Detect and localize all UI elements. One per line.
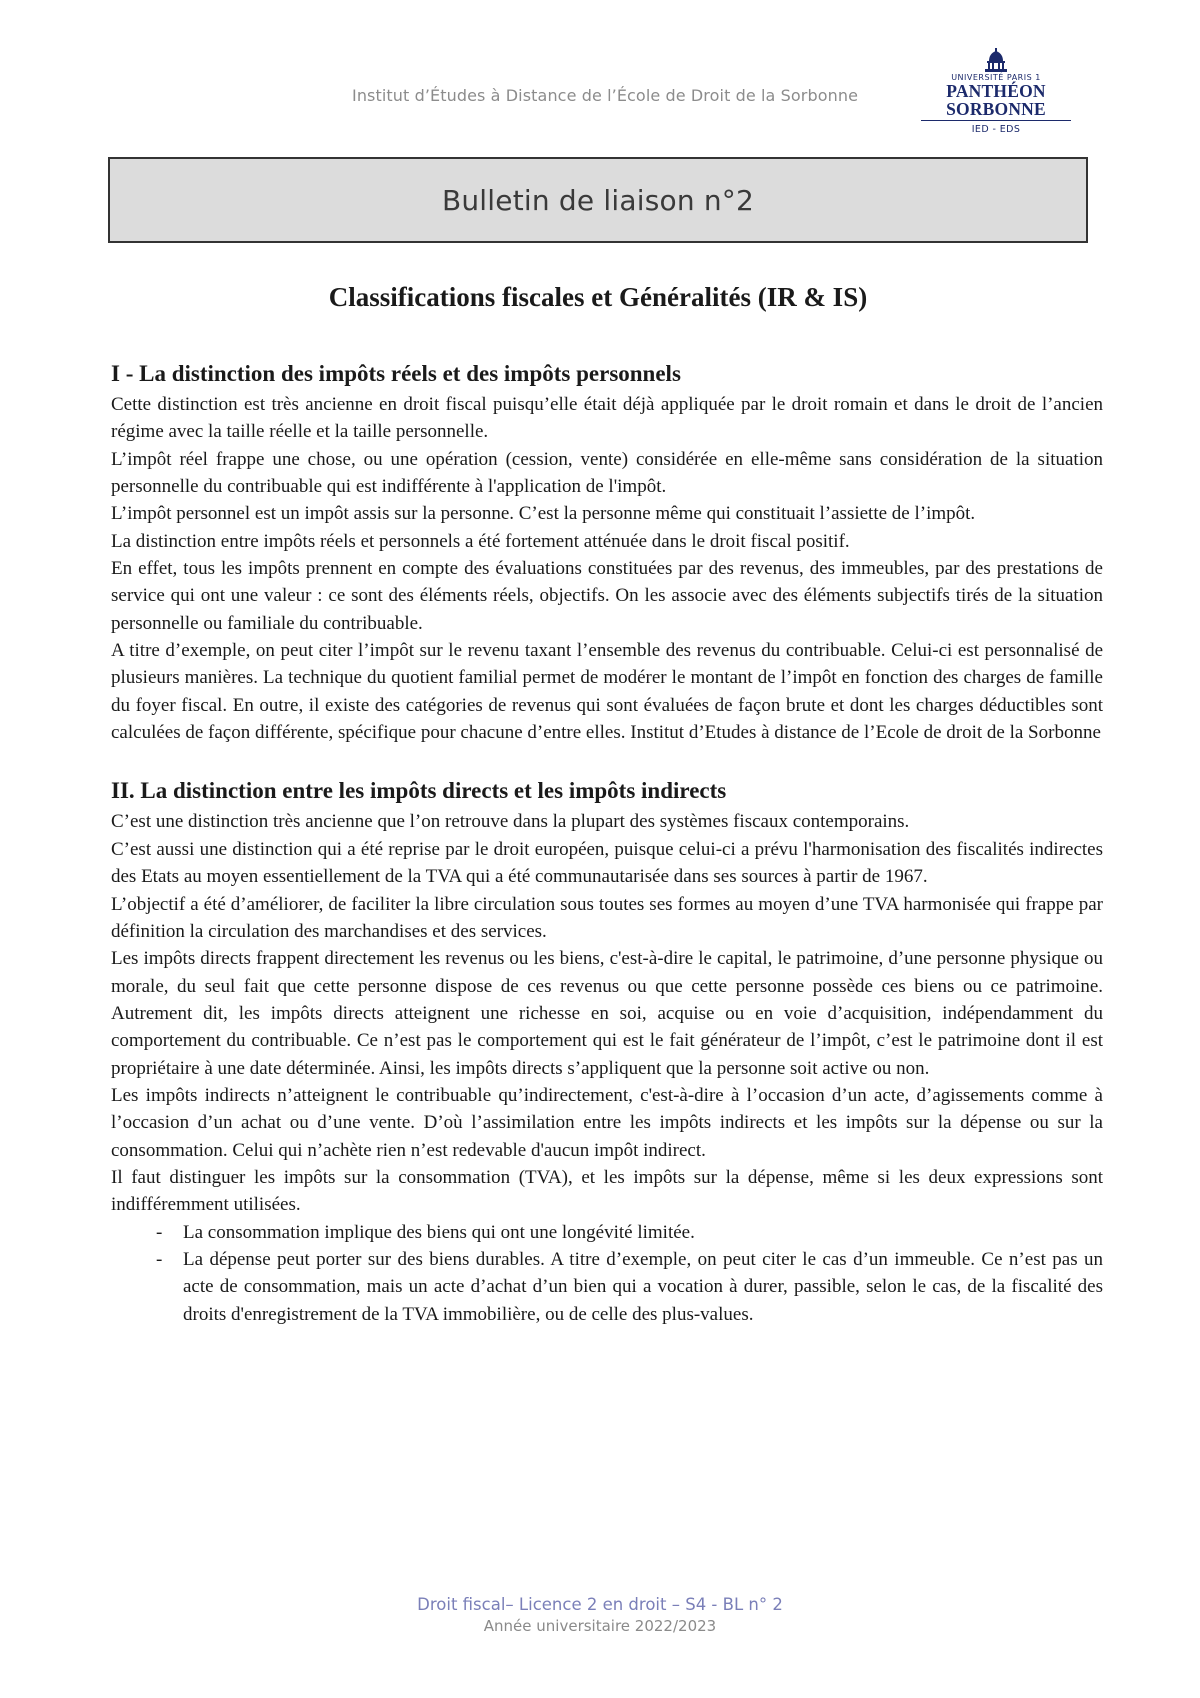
paragraph: Les impôts indirects n’atteignent le contribuable qu’indirectement, c'est-à-dire à l’occasion d’un acte, d’agissements comme à l’occasion d’un achat ou d’une vente. D’où l’assimilation entre les impôts indirects et les impôts sur la dépense ou sur la consommation. Celui qui n’achète rien n’est redevable d'aucun impôt indirect.	[111, 1084, 1103, 1161]
paragraph: La distinction entre impôts réels et personnels a été fortement atténuée dans le droit fiscal positif.	[111, 530, 850, 552]
paragraph: L’impôt personnel est un impôt assis sur la personne. C’est la personne même qui constituait l’assiette de l’impôt.	[111, 503, 976, 525]
section-real-vs-personal	[111, 357, 1103, 746]
document-title: Classifications fiscales et Généralités (IR & IS)	[328, 282, 868, 312]
paragraph: C’est aussi une distinction qui a été reprise par le droit européen, puisque celui-ci a prévu l'harmonisation des fiscalités indirectes des Etats au moyen essentiellement de la TVA qui a été communautarisée dans ses sources à partir de 1967.	[111, 838, 1103, 888]
bulletin-title-box	[108, 157, 1088, 243]
logo-university-label: UNIVERSITÉ PARIS 1	[951, 73, 1041, 82]
paragraph: Les impôts directs frappent directement les revenus ou les biens, c'est-à-dire le capital, le patrimoine, d’une personne physique ou morale, du seul fait que cette personne dispose de ces revenus ou que cette personne possède ces biens ou ce patrimoine. Autrement dit, les impôts directs atteignent une richesse en soi, acquise ou en voie d’acquisition, indépendamment du comportement du contribuable. Ce n’est pas le comportement qui est le fait générateur de l’impôt, c’est le patrimoine dont il est propriétaire à une date déterminée. Ainsi, les impôts directs s’appliquent que la personne soit active ou non.	[111, 948, 1103, 1079]
paragraph: En effet, tous les impôts prennent en compte des évaluations constituées par des revenus, des immeubles, par des prestations de service qui ont une valeur : ce sont des éléments réels, objectifs. On les associe avec des éléments subjectifs tirés de la situation personnelle ou familiale du contribuable.	[111, 558, 1103, 634]
page-footer	[0, 1594, 1200, 1636]
bullet-list	[111, 1219, 1103, 1328]
logo-divider	[921, 120, 1071, 121]
paragraph: L’impôt réel frappe une chose, ou une opération (cession, vente) considérée en elle-même sans considération de la situation personnelle du contribuable qui est indifférente à l'application de l'impôt.	[111, 448, 1103, 498]
logo-sub-label: IED - EDS	[971, 124, 1021, 135]
section-direct-vs-indirect	[111, 774, 1103, 1328]
bullet-marker: -	[156, 1248, 163, 1270]
paragraph: Il faut distinguer les impôts sur la consommation (TVA), et les impôts sur la dépense, même si les deux expressions sont indifféremment utilisées.	[111, 1166, 1103, 1216]
pantheon-dome-icon	[983, 48, 1009, 72]
paragraph: A titre d’exemple, on peut citer l’impôt sur le revenu taxant l’ensemble des revenus du contribuable. Celui-ci est personnalisé de plusieurs manières. La technique du quotient familial permet de modérer le montant de l’impôt en fonction des charges de famille du foyer fiscal. En outre, il existe des catégories de revenus qui sont évaluées de façon brute et dont les charges déductibles sont calculées de façon différente, spécifique pour chacune d’entre elles. Institut d’Etudes à distance de l’Ecole de droit de la Sorbonne	[111, 640, 1103, 744]
footer-course: Droit fiscal– Licence 2 en droit – S4 - BL n° 2	[417, 1595, 783, 1614]
document-body	[111, 357, 1103, 1328]
header-institute: Institut d’Études à Distance de l’École de Droit de la Sorbonne	[352, 86, 859, 105]
logo-name: PANTHÉON SORBONNE	[946, 81, 1046, 119]
section-spacer	[111, 746, 1103, 774]
section-heading: I - La distinction des impôts réels et des impôts personnels	[111, 361, 681, 386]
list-item-text: La dépense peut porter sur des biens durables. A titre d’exemple, on peut citer le cas d’un immeuble. Ce n’est pas un acte de consommation, mais un acte d’achat d’un bien qui a vocation à durer, passible, selon le cas, de la fiscalité des droits d'enregistrement de la TVA immobilière, ou de celle des plus-values.	[183, 1248, 1103, 1325]
section-heading: II. La distinction entre les impôts directs et les impôts indirects	[111, 778, 727, 804]
paragraph: Cette distinction est très ancienne en droit fiscal puisqu’elle était déjà appliquée par le droit romain et dans le droit de l’ancien régime avec la taille réelle et la taille personnelle.	[111, 394, 1103, 443]
list-item-text: La consommation implique des biens qui ont une longévité limitée.	[183, 1221, 695, 1243]
list-item	[111, 1246, 1103, 1328]
paragraph: C’est une distinction très ancienne que l’on retrouve dans la plupart des systèmes fiscaux contemporains.	[111, 811, 910, 833]
bulletin-title: Bulletin de liaison n°2	[441, 183, 755, 217]
list-item	[111, 1219, 1103, 1246]
university-logo	[896, 48, 1096, 135]
footer-year: Année universitaire 2022/2023	[483, 1617, 717, 1635]
bullet-marker: -	[156, 1221, 163, 1243]
paragraph: L’objectif a été d’améliorer, de faciliter la libre circulation sous toutes ses formes au moyen d’une TVA harmonisée qui frappe par définition la circulation des marchandises et des services.	[111, 893, 1103, 942]
